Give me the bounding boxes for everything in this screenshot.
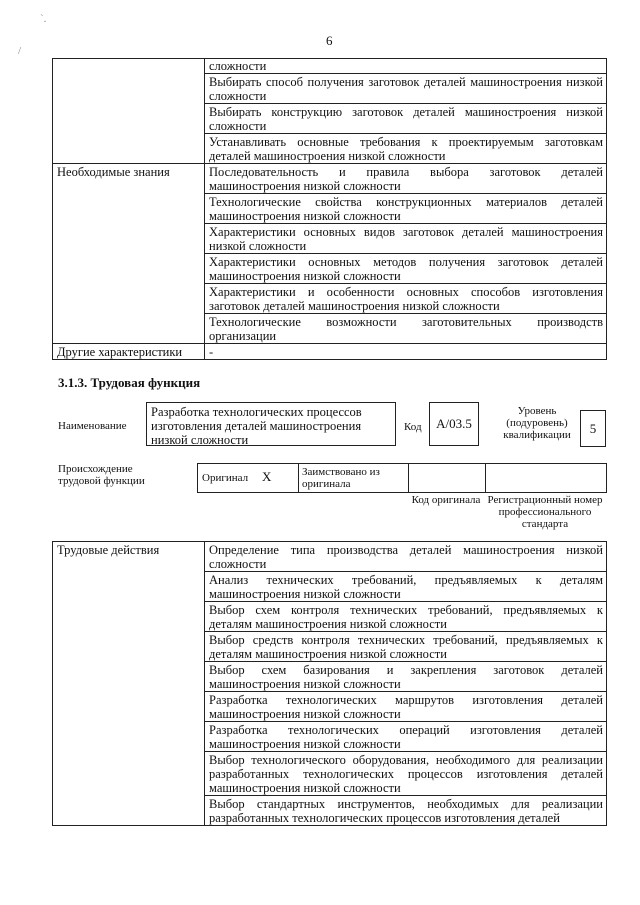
- table-cell: Разработка технологических операций изготовления деталей машиностроения низкой сложности: [205, 722, 607, 752]
- scan-mark-side: /: [18, 45, 22, 57]
- table-cell: Характеристики основных методов получения заготовок деталей машиностроения низкой сложности: [205, 254, 607, 284]
- scan-mark-top: `.: [40, 13, 47, 25]
- table-cell: Выбор схем контроля технических требований, предъявляемых к деталям машиностроения низкой сложности: [205, 602, 607, 632]
- origin-table: [197, 463, 607, 493]
- table-cell: сложности: [205, 59, 607, 74]
- level-value: 5: [580, 410, 606, 447]
- reg-number-caption: Регистрационный номер профессионального стандарта: [487, 494, 603, 530]
- table-cell: Выбор средств контроля технических требований, предъявляемых к деталям машиностроения низкой сложности: [205, 632, 607, 662]
- table-cell: Выбирать конструкцию заготовок деталей машиностроения низкой сложности: [205, 104, 607, 134]
- level-label: Уровень (подуровень) квалификации: [503, 405, 571, 441]
- original-label: Оригинал: [202, 472, 249, 484]
- original-mark: X: [262, 469, 272, 484]
- table-row: [53, 542, 607, 572]
- table-cell: Характеристики и особенности основных способов изготовления заготовок деталей машиностроения низкой сложности: [205, 284, 607, 314]
- table-cell: Последовательность и правила выбора заготовок деталей машиностроения низкой сложности: [205, 164, 607, 194]
- borrowed-label: Заимствовано из оригинала: [302, 466, 380, 490]
- table-cell: Выбор стандартных инструментов, необходимых для реализации разработанных технологических процессов изготовления деталей: [205, 796, 607, 826]
- original-cell: [198, 464, 299, 492]
- labor-actions-table: [52, 541, 607, 826]
- row-label-actions: Трудовые действия: [53, 542, 205, 826]
- table-cell: Технологические возможности заготовительных производств организации: [205, 314, 607, 344]
- name-label: Наименование: [58, 420, 127, 432]
- name-value: Разработка технологических процессов изготовления деталей машиностроения низкой сложности: [151, 405, 362, 447]
- table-cell: Разработка технологических маршрутов изготовления деталей машиностроения низкой сложности: [205, 692, 607, 722]
- skills-knowledge-table: [52, 58, 607, 360]
- page-number: 6: [326, 33, 333, 48]
- code-label: Код: [404, 421, 422, 433]
- row-label-knowledge: Необходимые знания: [53, 164, 205, 344]
- table-cell: -: [205, 344, 607, 360]
- table-cell: Выбор схем базирования и закрепления заготовок деталей машиностроения низкой сложности: [205, 662, 607, 692]
- code-value: A/03.5: [429, 402, 479, 446]
- table-row: [53, 344, 607, 360]
- table-cell: Анализ технических требований, предъявляемых к деталям машиностроения низкой сложности: [205, 572, 607, 602]
- table-row: [53, 59, 607, 74]
- origin-label: Происхождение трудовой функции: [58, 463, 145, 487]
- name-value-box: [146, 402, 396, 446]
- row-label-other: Другие характеристики: [53, 344, 205, 360]
- reg-number-cell: [485, 464, 605, 492]
- table-cell: Технологические свойства конструкционных материалов деталей машиностроения низкой сложности: [205, 194, 607, 224]
- section-heading: 3.1.3. Трудовая функция: [58, 375, 201, 390]
- table-cell: Выбирать способ получения заготовок деталей машиностроения низкой сложности: [205, 74, 607, 104]
- origin-code-caption: Код оригинала: [411, 494, 481, 506]
- table-row: [53, 164, 607, 194]
- table-cell: Определение типа производства деталей машиностроения низкой сложности: [205, 542, 607, 572]
- table-cell: Характеристики основных видов заготовок деталей машиностроения низкой сложности: [205, 224, 607, 254]
- origin-code-cell: [408, 464, 486, 492]
- table-cell: Выбор технологического оборудования, необходимого для реализации разработанных технологических процессов изготовления деталей машиностроения низкой сложности: [205, 752, 607, 796]
- row-label-skills-continued: [53, 59, 205, 164]
- table-cell: Устанавливать основные требования к проектируемым заготовкам деталей машиностроения низкой сложности: [205, 134, 607, 164]
